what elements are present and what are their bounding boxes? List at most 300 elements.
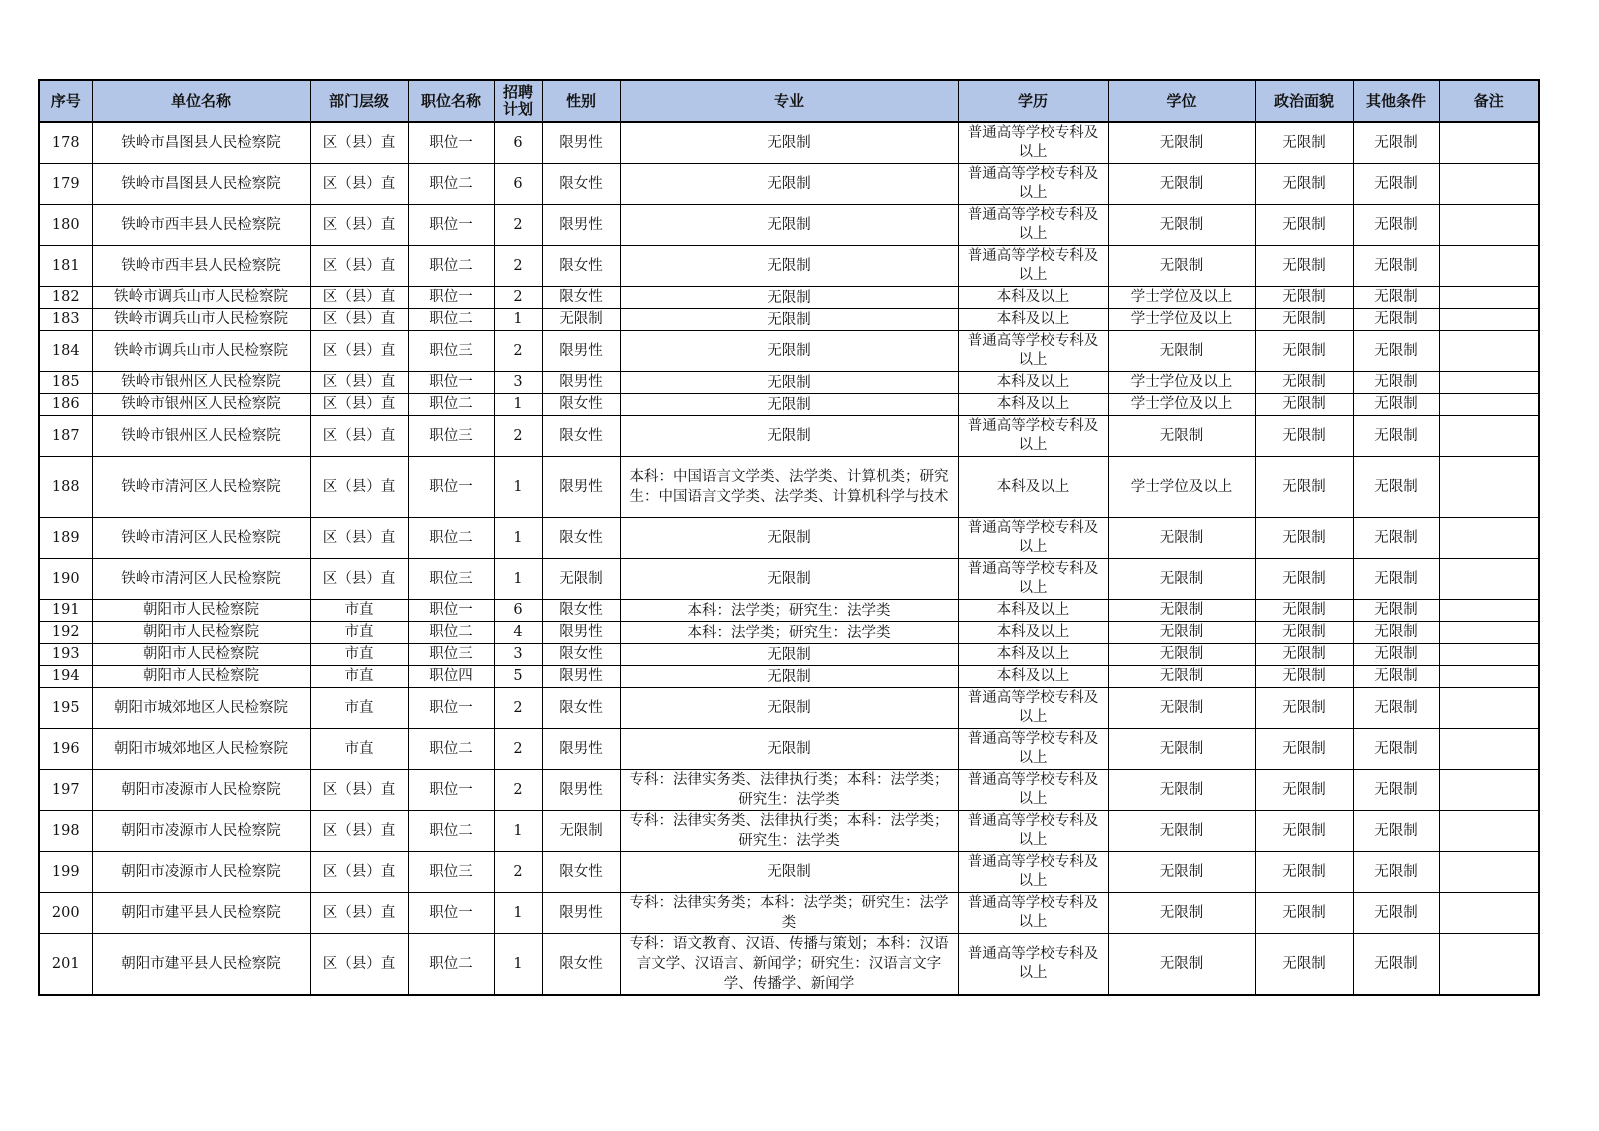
cell-other: 无限制 <box>1353 287 1439 309</box>
cell-note <box>1439 164 1539 205</box>
cell-plan: 1 <box>494 934 542 996</box>
cell-position: 职位一 <box>408 122 494 164</box>
cell-gender: 限女性 <box>542 600 620 622</box>
cell-education: 本科及以上 <box>958 394 1108 416</box>
cell-note <box>1439 122 1539 164</box>
cell-level: 区（县）直 <box>310 518 408 559</box>
cell-level: 区（县）直 <box>310 372 408 394</box>
cell-major: 专科：语文教育、汉语、传播与策划；本科：汉语言文学、汉语言、新闻学；研究生：汉语言文字学、传播学、新闻学 <box>620 934 958 996</box>
cell-education: 普通高等学校专科及以上 <box>958 331 1108 372</box>
cell-degree: 无限制 <box>1108 644 1255 666</box>
cell-political: 无限制 <box>1255 559 1353 600</box>
cell-education: 普通高等学校专科及以上 <box>958 122 1108 164</box>
cell-position: 职位三 <box>408 852 494 893</box>
cell-major: 无限制 <box>620 559 958 600</box>
cell-degree: 学士学位及以上 <box>1108 394 1255 416</box>
cell-position: 职位一 <box>408 893 494 934</box>
cell-plan: 2 <box>494 205 542 246</box>
cell-education: 普通高等学校专科及以上 <box>958 729 1108 770</box>
header-note: 备注 <box>1439 80 1539 122</box>
cell-plan: 1 <box>494 309 542 331</box>
cell-no: 185 <box>39 372 92 394</box>
cell-political: 无限制 <box>1255 666 1353 688</box>
table-row <box>39 122 1539 164</box>
cell-major: 专科：法律实务类；本科：法学类；研究生：法学类 <box>620 893 958 934</box>
cell-political: 无限制 <box>1255 287 1353 309</box>
cell-political: 无限制 <box>1255 309 1353 331</box>
cell-major: 无限制 <box>620 518 958 559</box>
cell-education: 普通高等学校专科及以上 <box>958 246 1108 287</box>
cell-position: 职位一 <box>408 770 494 811</box>
cell-level: 市直 <box>310 688 408 729</box>
cell-no: 192 <box>39 622 92 644</box>
cell-position: 职位三 <box>408 331 494 372</box>
cell-education: 普通高等学校专科及以上 <box>958 688 1108 729</box>
cell-other: 无限制 <box>1353 600 1439 622</box>
cell-degree: 无限制 <box>1108 164 1255 205</box>
cell-note <box>1439 287 1539 309</box>
table-row <box>39 205 1539 246</box>
cell-major: 无限制 <box>620 394 958 416</box>
cell-plan: 2 <box>494 688 542 729</box>
cell-level: 区（县）直 <box>310 309 408 331</box>
cell-political: 无限制 <box>1255 416 1353 457</box>
cell-position: 职位二 <box>408 518 494 559</box>
cell-plan: 2 <box>494 416 542 457</box>
cell-political: 无限制 <box>1255 811 1353 852</box>
cell-unit: 朝阳市人民检察院 <box>92 666 310 688</box>
cell-plan: 2 <box>494 287 542 309</box>
table-row <box>39 934 1539 996</box>
cell-note <box>1439 852 1539 893</box>
cell-note <box>1439 688 1539 729</box>
cell-unit: 朝阳市建平县人民检察院 <box>92 893 310 934</box>
cell-degree: 无限制 <box>1108 811 1255 852</box>
cell-other: 无限制 <box>1353 852 1439 893</box>
cell-education: 普通高等学校专科及以上 <box>958 416 1108 457</box>
cell-note <box>1439 622 1539 644</box>
table-row <box>39 559 1539 600</box>
cell-political: 无限制 <box>1255 688 1353 729</box>
table-row <box>39 688 1539 729</box>
table-row <box>39 457 1539 518</box>
header-no: 序号 <box>39 80 92 122</box>
cell-no: 182 <box>39 287 92 309</box>
cell-major: 专科：法律实务类、法律执行类；本科：法学类；研究生：法学类 <box>620 770 958 811</box>
cell-plan: 1 <box>494 518 542 559</box>
cell-level: 区（县）直 <box>310 287 408 309</box>
header-level: 部门层级 <box>310 80 408 122</box>
cell-no: 178 <box>39 122 92 164</box>
table-row <box>39 416 1539 457</box>
cell-level: 市直 <box>310 644 408 666</box>
cell-education: 本科及以上 <box>958 666 1108 688</box>
cell-note <box>1439 205 1539 246</box>
cell-position: 职位二 <box>408 934 494 996</box>
header-row <box>39 80 1539 122</box>
cell-position: 职位二 <box>408 164 494 205</box>
cell-other: 无限制 <box>1353 518 1439 559</box>
cell-degree: 无限制 <box>1108 934 1255 996</box>
cell-other: 无限制 <box>1353 246 1439 287</box>
cell-note <box>1439 811 1539 852</box>
cell-gender: 限男性 <box>542 372 620 394</box>
cell-level: 市直 <box>310 729 408 770</box>
cell-degree: 学士学位及以上 <box>1108 309 1255 331</box>
cell-education: 本科及以上 <box>958 600 1108 622</box>
cell-unit: 铁岭市调兵山市人民检察院 <box>92 287 310 309</box>
cell-unit: 铁岭市清河区人民检察院 <box>92 559 310 600</box>
cell-gender: 限女性 <box>542 518 620 559</box>
cell-note <box>1439 457 1539 518</box>
cell-position: 职位一 <box>408 372 494 394</box>
cell-other: 无限制 <box>1353 309 1439 331</box>
cell-major: 无限制 <box>620 122 958 164</box>
cell-education: 本科及以上 <box>958 622 1108 644</box>
cell-plan: 6 <box>494 122 542 164</box>
cell-position: 职位三 <box>408 559 494 600</box>
cell-other: 无限制 <box>1353 644 1439 666</box>
cell-unit: 朝阳市人民检察院 <box>92 622 310 644</box>
cell-no: 195 <box>39 688 92 729</box>
cell-other: 无限制 <box>1353 811 1439 852</box>
cell-gender: 限女性 <box>542 934 620 996</box>
cell-major: 本科：法学类；研究生：法学类 <box>620 600 958 622</box>
cell-major: 无限制 <box>620 205 958 246</box>
table-row <box>39 893 1539 934</box>
cell-degree: 无限制 <box>1108 559 1255 600</box>
cell-education: 本科及以上 <box>958 457 1108 518</box>
cell-unit: 铁岭市昌图县人民检察院 <box>92 122 310 164</box>
cell-level: 市直 <box>310 622 408 644</box>
cell-no: 189 <box>39 518 92 559</box>
cell-other: 无限制 <box>1353 666 1439 688</box>
header-position: 职位名称 <box>408 80 494 122</box>
cell-degree: 无限制 <box>1108 246 1255 287</box>
table-row <box>39 518 1539 559</box>
table-row <box>39 164 1539 205</box>
cell-level: 区（县）直 <box>310 164 408 205</box>
cell-other: 无限制 <box>1353 122 1439 164</box>
cell-unit: 铁岭市银州区人民检察院 <box>92 372 310 394</box>
cell-major: 无限制 <box>620 246 958 287</box>
cell-other: 无限制 <box>1353 893 1439 934</box>
cell-note <box>1439 934 1539 996</box>
cell-position: 职位一 <box>408 457 494 518</box>
cell-political: 无限制 <box>1255 852 1353 893</box>
table-row <box>39 729 1539 770</box>
cell-political: 无限制 <box>1255 893 1353 934</box>
cell-level: 区（县）直 <box>310 811 408 852</box>
cell-education: 普通高等学校专科及以上 <box>958 164 1108 205</box>
cell-degree: 无限制 <box>1108 770 1255 811</box>
cell-level: 区（县）直 <box>310 893 408 934</box>
cell-no: 191 <box>39 600 92 622</box>
header-plan: 招聘计划 <box>494 80 542 122</box>
header-gender: 性别 <box>542 80 620 122</box>
cell-education: 普通高等学校专科及以上 <box>958 852 1108 893</box>
cell-plan: 2 <box>494 331 542 372</box>
cell-note <box>1439 893 1539 934</box>
cell-position: 职位二 <box>408 622 494 644</box>
cell-unit: 铁岭市调兵山市人民检察院 <box>92 331 310 372</box>
cell-major: 无限制 <box>620 287 958 309</box>
cell-position: 职位一 <box>408 287 494 309</box>
cell-political: 无限制 <box>1255 394 1353 416</box>
cell-major: 专科：法律实务类、法律执行类；本科：法学类；研究生：法学类 <box>620 811 958 852</box>
header-education: 学历 <box>958 80 1108 122</box>
cell-level: 区（县）直 <box>310 394 408 416</box>
cell-level: 区（县）直 <box>310 559 408 600</box>
cell-other: 无限制 <box>1353 331 1439 372</box>
cell-plan: 1 <box>494 394 542 416</box>
table-row <box>39 246 1539 287</box>
cell-political: 无限制 <box>1255 372 1353 394</box>
cell-education: 普通高等学校专科及以上 <box>958 518 1108 559</box>
cell-note <box>1439 600 1539 622</box>
cell-degree: 学士学位及以上 <box>1108 457 1255 518</box>
cell-political: 无限制 <box>1255 457 1353 518</box>
cell-gender: 限男性 <box>542 331 620 372</box>
cell-political: 无限制 <box>1255 729 1353 770</box>
cell-education: 本科及以上 <box>958 309 1108 331</box>
cell-level: 区（县）直 <box>310 205 408 246</box>
cell-political: 无限制 <box>1255 622 1353 644</box>
cell-major: 无限制 <box>620 666 958 688</box>
header-political: 政治面貌 <box>1255 80 1353 122</box>
cell-political: 无限制 <box>1255 331 1353 372</box>
cell-gender: 无限制 <box>542 811 620 852</box>
cell-unit: 朝阳市凌源市人民检察院 <box>92 770 310 811</box>
cell-level: 市直 <box>310 666 408 688</box>
cell-political: 无限制 <box>1255 164 1353 205</box>
cell-education: 普通高等学校专科及以上 <box>958 893 1108 934</box>
table-row <box>39 287 1539 309</box>
cell-gender: 限男性 <box>542 622 620 644</box>
cell-position: 职位二 <box>408 309 494 331</box>
cell-unit: 朝阳市建平县人民检察院 <box>92 934 310 996</box>
table-row <box>39 309 1539 331</box>
cell-degree: 无限制 <box>1108 331 1255 372</box>
cell-degree: 学士学位及以上 <box>1108 287 1255 309</box>
cell-degree: 无限制 <box>1108 416 1255 457</box>
cell-education: 普通高等学校专科及以上 <box>958 811 1108 852</box>
cell-major: 本科：中国语言文学类、法学类、计算机类；研究生：中国语言文学类、法学类、计算机科学与技术 <box>620 457 958 518</box>
cell-plan: 5 <box>494 666 542 688</box>
cell-gender: 限男性 <box>542 457 620 518</box>
cell-major: 本科：法学类；研究生：法学类 <box>620 622 958 644</box>
table-row <box>39 811 1539 852</box>
table-row <box>39 372 1539 394</box>
cell-plan: 1 <box>494 457 542 518</box>
cell-other: 无限制 <box>1353 416 1439 457</box>
cell-gender: 限男性 <box>542 666 620 688</box>
cell-major: 无限制 <box>620 331 958 372</box>
cell-gender: 限女性 <box>542 164 620 205</box>
table-row <box>39 644 1539 666</box>
cell-gender: 无限制 <box>542 309 620 331</box>
cell-unit: 铁岭市清河区人民检察院 <box>92 518 310 559</box>
cell-gender: 限女性 <box>542 394 620 416</box>
cell-plan: 2 <box>494 246 542 287</box>
cell-major: 无限制 <box>620 372 958 394</box>
cell-no: 180 <box>39 205 92 246</box>
cell-level: 区（县）直 <box>310 331 408 372</box>
cell-level: 区（县）直 <box>310 457 408 518</box>
cell-no: 196 <box>39 729 92 770</box>
cell-no: 188 <box>39 457 92 518</box>
cell-unit: 铁岭市调兵山市人民检察院 <box>92 309 310 331</box>
cell-political: 无限制 <box>1255 205 1353 246</box>
cell-level: 区（县）直 <box>310 246 408 287</box>
cell-no: 186 <box>39 394 92 416</box>
header-degree: 学位 <box>1108 80 1255 122</box>
cell-level: 区（县）直 <box>310 852 408 893</box>
cell-note <box>1439 644 1539 666</box>
cell-unit: 朝阳市人民检察院 <box>92 600 310 622</box>
cell-plan: 1 <box>494 893 542 934</box>
cell-no: 198 <box>39 811 92 852</box>
cell-no: 193 <box>39 644 92 666</box>
cell-plan: 2 <box>494 770 542 811</box>
cell-other: 无限制 <box>1353 394 1439 416</box>
cell-political: 无限制 <box>1255 770 1353 811</box>
header-other: 其他条件 <box>1353 80 1439 122</box>
cell-education: 本科及以上 <box>958 644 1108 666</box>
cell-political: 无限制 <box>1255 246 1353 287</box>
cell-note <box>1439 309 1539 331</box>
cell-position: 职位一 <box>408 205 494 246</box>
table-row <box>39 622 1539 644</box>
cell-note <box>1439 559 1539 600</box>
cell-plan: 1 <box>494 811 542 852</box>
cell-gender: 限男性 <box>542 770 620 811</box>
cell-degree: 无限制 <box>1108 205 1255 246</box>
cell-unit: 朝阳市城郊地区人民检察院 <box>92 688 310 729</box>
cell-other: 无限制 <box>1353 559 1439 600</box>
cell-gender: 限女性 <box>542 416 620 457</box>
cell-position: 职位一 <box>408 600 494 622</box>
cell-note <box>1439 666 1539 688</box>
cell-other: 无限制 <box>1353 622 1439 644</box>
cell-plan: 4 <box>494 622 542 644</box>
cell-level: 区（县）直 <box>310 416 408 457</box>
cell-note <box>1439 770 1539 811</box>
cell-gender: 限男性 <box>542 205 620 246</box>
cell-plan: 6 <box>494 600 542 622</box>
cell-level: 区（县）直 <box>310 934 408 996</box>
cell-political: 无限制 <box>1255 600 1353 622</box>
cell-plan: 2 <box>494 729 542 770</box>
cell-plan: 3 <box>494 372 542 394</box>
cell-education: 普通高等学校专科及以上 <box>958 934 1108 996</box>
cell-unit: 铁岭市银州区人民检察院 <box>92 416 310 457</box>
cell-position: 职位二 <box>408 394 494 416</box>
cell-degree: 无限制 <box>1108 852 1255 893</box>
table-row <box>39 331 1539 372</box>
cell-major: 无限制 <box>620 309 958 331</box>
table-row <box>39 770 1539 811</box>
cell-education: 本科及以上 <box>958 287 1108 309</box>
cell-other: 无限制 <box>1353 457 1439 518</box>
cell-degree: 无限制 <box>1108 622 1255 644</box>
header-major: 专业 <box>620 80 958 122</box>
cell-major: 无限制 <box>620 852 958 893</box>
cell-no: 190 <box>39 559 92 600</box>
cell-unit: 朝阳市凌源市人民检察院 <box>92 852 310 893</box>
cell-note <box>1439 518 1539 559</box>
cell-major: 无限制 <box>620 164 958 205</box>
cell-degree: 无限制 <box>1108 729 1255 770</box>
cell-note <box>1439 416 1539 457</box>
cell-major: 无限制 <box>620 729 958 770</box>
header-unit: 单位名称 <box>92 80 310 122</box>
cell-education: 普通高等学校专科及以上 <box>958 770 1108 811</box>
cell-no: 187 <box>39 416 92 457</box>
cell-gender: 限男性 <box>542 122 620 164</box>
recruitment-table <box>38 79 1540 996</box>
cell-major: 无限制 <box>620 644 958 666</box>
cell-no: 183 <box>39 309 92 331</box>
cell-level: 市直 <box>310 600 408 622</box>
cell-degree: 无限制 <box>1108 518 1255 559</box>
cell-degree: 无限制 <box>1108 600 1255 622</box>
table-row <box>39 600 1539 622</box>
cell-plan: 1 <box>494 559 542 600</box>
cell-gender: 限女性 <box>542 852 620 893</box>
cell-no: 201 <box>39 934 92 996</box>
cell-degree: 无限制 <box>1108 122 1255 164</box>
cell-unit: 铁岭市银州区人民检察院 <box>92 394 310 416</box>
cell-note <box>1439 246 1539 287</box>
cell-education: 普通高等学校专科及以上 <box>958 205 1108 246</box>
table-row <box>39 394 1539 416</box>
cell-position: 职位一 <box>408 688 494 729</box>
cell-degree: 无限制 <box>1108 666 1255 688</box>
cell-plan: 2 <box>494 852 542 893</box>
cell-gender: 限女性 <box>542 688 620 729</box>
cell-position: 职位四 <box>408 666 494 688</box>
cell-note <box>1439 394 1539 416</box>
cell-unit: 铁岭市清河区人民检察院 <box>92 457 310 518</box>
cell-unit: 朝阳市人民检察院 <box>92 644 310 666</box>
cell-unit: 铁岭市西丰县人民检察院 <box>92 205 310 246</box>
cell-note <box>1439 372 1539 394</box>
cell-other: 无限制 <box>1353 688 1439 729</box>
cell-plan: 6 <box>494 164 542 205</box>
cell-other: 无限制 <box>1353 934 1439 996</box>
cell-no: 197 <box>39 770 92 811</box>
cell-gender: 限男性 <box>542 729 620 770</box>
cell-education: 本科及以上 <box>958 372 1108 394</box>
cell-note <box>1439 729 1539 770</box>
cell-other: 无限制 <box>1353 372 1439 394</box>
cell-no: 181 <box>39 246 92 287</box>
cell-education: 普通高等学校专科及以上 <box>958 559 1108 600</box>
cell-unit: 铁岭市西丰县人民检察院 <box>92 246 310 287</box>
cell-degree: 无限制 <box>1108 688 1255 729</box>
cell-position: 职位二 <box>408 729 494 770</box>
cell-position: 职位二 <box>408 246 494 287</box>
cell-no: 200 <box>39 893 92 934</box>
cell-no: 184 <box>39 331 92 372</box>
cell-plan: 3 <box>494 644 542 666</box>
table-row <box>39 666 1539 688</box>
cell-level: 区（县）直 <box>310 122 408 164</box>
cell-gender: 限男性 <box>542 893 620 934</box>
cell-no: 199 <box>39 852 92 893</box>
table-row <box>39 852 1539 893</box>
